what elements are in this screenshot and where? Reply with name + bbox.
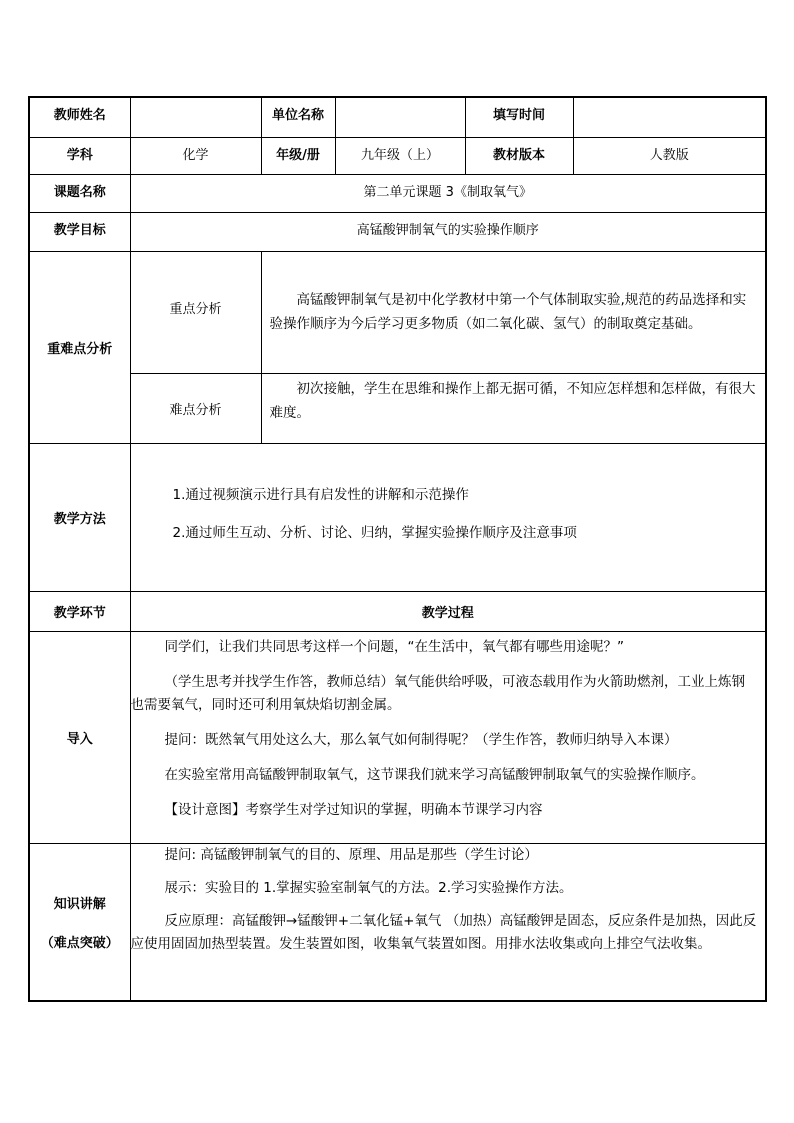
- unit-name-value[interactable]: [335, 97, 465, 137]
- fill-date-value[interactable]: [573, 97, 766, 137]
- method-item: 1.通过视频演示进行具有启发性的讲解和示范操作: [172, 487, 469, 503]
- analysis-label: 重难点分析: [29, 251, 130, 443]
- edition-value: 人教版: [573, 137, 766, 174]
- intro-paragraph: 提问：既然氧气用处这么大，那么氧气如何制得呢？（学生作答，教师归纳导入本课）: [164, 731, 678, 748]
- edition-label: 教材版本: [465, 137, 573, 174]
- knowledge-paragraph: 展示：实验目的 1.掌握实验室制氧气的方法。2.学习实验操作方法。: [164, 879, 573, 896]
- intro-paragraph: 同学们，让我们共同思考这样一个问题，“在生活中，氧气都有哪些用途呢？”: [164, 638, 624, 655]
- teacher-name-label: 教师姓名: [29, 97, 130, 137]
- knowledge-paragraph: 提问: 高锰酸钾制氧气的目的、原理、用品是那些（学生讨论）: [164, 846, 538, 863]
- intro-label: 导入: [29, 631, 130, 843]
- subject-row: [29, 137, 766, 174]
- fill-date-label: 填写时间: [465, 97, 573, 137]
- goal-row: [29, 212, 766, 251]
- process-header-row: [29, 591, 766, 631]
- intro-cell: [130, 631, 766, 843]
- goal-value: 高锰酸钾制氧气的实验操作顺序: [130, 212, 766, 251]
- intro-row: [29, 631, 766, 843]
- key-analysis-label: 重点分析: [130, 251, 261, 373]
- methods-cell: [130, 443, 766, 591]
- knowledge-paragraph: 反应原理：高锰酸钾→锰酸钾+二氧化锰+氧气 （加热）高锰酸钾是固态，反应条件是加热，因此反应使用固固加热型装置。发生装置如图，收集氧气装置如图。用排水法收集或向上排空气法收集。: [130, 912, 757, 952]
- topic-value: 第二单元课题 3《制取氧气》: [130, 174, 766, 212]
- key-analysis-text: 高锰酸钾制氧气是初中化学教材中第一个气体制取实验,规范的药品选择和实验操作顺序为今后学习更多物质（如二氧化碳、氢气）的制取奠定基础。: [269, 291, 747, 332]
- intro-paragraph: 【设计意图】考察学生对学过知识的掌握，明确本节课学习内容: [164, 801, 543, 818]
- lesson-plan-table: [28, 96, 767, 1002]
- hard-analysis-cell: [261, 373, 766, 443]
- topic-label: 课题名称: [29, 174, 130, 212]
- intro-paragraph: （学生思考并找学生作答，教师总结）氧气能供给呼吸，可液态载用作为火箭助燃剂，工业上炼钢也需要氧气，同时还可利用氧炔焰切割金属。: [130, 673, 745, 713]
- knowledge-label-cell: [29, 843, 130, 1001]
- process-stage-label: 教学环节: [29, 591, 130, 631]
- hard-analysis-label: 难点分析: [130, 373, 261, 443]
- grade-label: 年级/册: [261, 137, 335, 174]
- key-analysis-row: [29, 251, 766, 373]
- knowledge-sublabel: （难点突破）: [40, 935, 119, 951]
- intro-paragraph: 在实验室常用高锰酸钾制取氧气，这节课我们就来学习高锰酸钾制取氧气的实验操作顺序。: [164, 766, 705, 783]
- subject-label: 学科: [29, 137, 130, 174]
- knowledge-cell: [130, 843, 766, 1001]
- hard-analysis-text: 初次接触，学生在思维和操作上都无据可循，不知应怎样想和怎样做，有很大难度。: [269, 380, 756, 421]
- method-item: 2.通过师生互动、分析、讨论、归纳，掌握实验操作顺序及注意事项: [172, 525, 577, 541]
- methods-label: 教学方法: [29, 443, 130, 591]
- hard-analysis-row: [29, 373, 766, 443]
- teacher-name-value[interactable]: [130, 97, 261, 137]
- subject-value: 化学: [130, 137, 261, 174]
- grade-value: 九年级（上）: [335, 137, 465, 174]
- goal-label: 教学目标: [29, 212, 130, 251]
- header-row: [29, 97, 766, 137]
- knowledge-label: 知识讲解: [53, 896, 106, 912]
- topic-row: [29, 174, 766, 212]
- methods-row: [29, 443, 766, 591]
- unit-name-label: 单位名称: [261, 97, 335, 137]
- knowledge-row: [29, 843, 766, 1001]
- process-title: 教学过程: [130, 591, 766, 631]
- key-analysis-cell: [261, 251, 766, 373]
